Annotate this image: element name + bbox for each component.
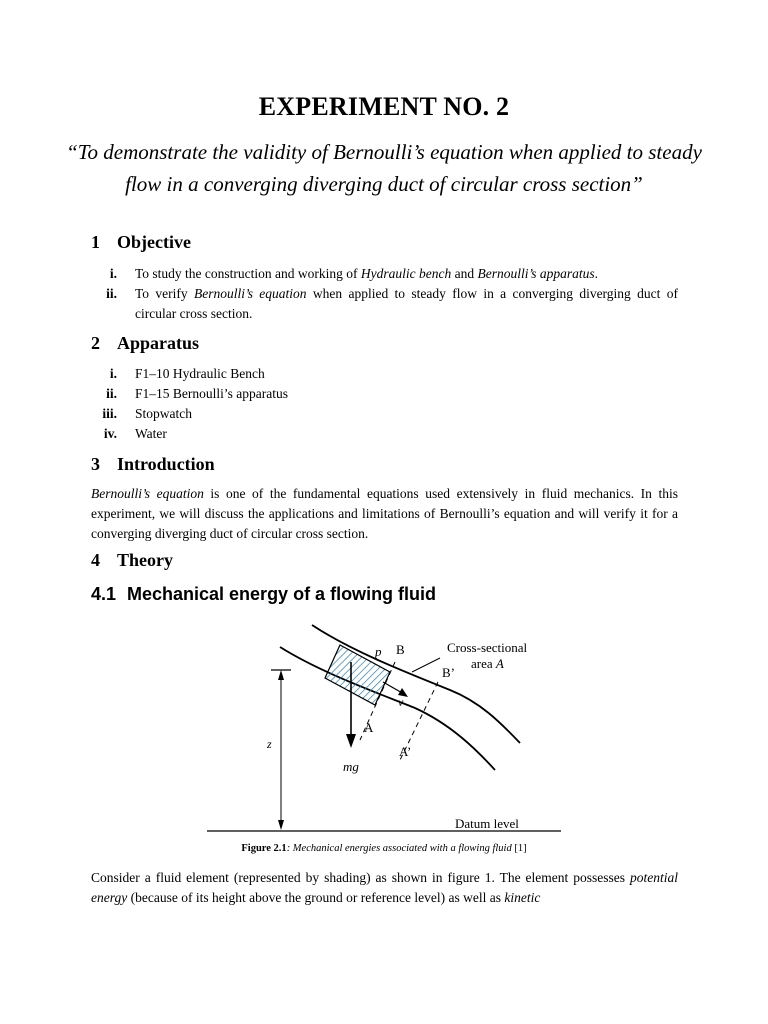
height-arrow-bottom	[278, 820, 284, 830]
heading-number: 4.1	[91, 584, 117, 604]
page-title: EXPERIMENT NO. 2	[258, 92, 510, 121]
heading-text: Mechanical energy of a flowing fluid	[127, 584, 437, 604]
heading-text: Apparatus	[117, 333, 200, 353]
height-arrow-top	[278, 670, 284, 680]
list-marker: ii.	[106, 286, 117, 301]
leader-line	[412, 658, 440, 672]
list-marker: i.	[109, 366, 117, 381]
list-marker: iii.	[102, 406, 117, 421]
heading-number: 1	[91, 232, 100, 252]
label-a: A	[364, 720, 374, 735]
heading-text: Objective	[117, 232, 191, 252]
heading-number: 4	[91, 550, 100, 570]
label-cross-1: Cross-sectional	[447, 640, 528, 655]
list-marker: ii.	[106, 386, 117, 401]
introduction-paragraph: Bernoulli’s equation is one of the fundamental equations used extensively in fluid mechanics. In this experiment, we will discuss the applications and limitations of Bernoulli’s equation and will verify it for a converging diverging duct of circular cross section.	[91, 486, 678, 541]
weight-arrowhead	[346, 734, 356, 748]
list-text: To study the construction and working of Hydraulic bench and Bernoulli’s apparatus.	[135, 266, 599, 281]
list-text: F1–15 Bernoulli’s apparatus	[135, 386, 288, 401]
heading-text: Theory	[117, 550, 173, 570]
consider-paragraph: Consider a fluid element (represented by shading) as shown in figure 1. The element possesses potential energy (because of its height above the ground or reference level) as well as kinetic	[91, 870, 678, 905]
label-datum: Datum level	[455, 816, 519, 831]
label-aprime: A’	[399, 744, 412, 759]
label-mg: mg	[343, 759, 359, 774]
label-cross-2: area A	[471, 656, 504, 671]
list-text: Water	[135, 426, 167, 441]
heading-number: 2	[91, 333, 100, 353]
page-subtitle: “To demonstrate the validity of Bernoulli’s equation when applied to steady flow in a converging diverging duct of circular cross section”	[66, 140, 702, 196]
label-bprime: B’	[442, 665, 455, 680]
figure-caption: Figure 2.1: Mechanical energies associated with a flowing fluid [1]	[241, 843, 527, 854]
list-marker: iv.	[103, 426, 117, 441]
label-b: B	[396, 642, 405, 657]
label-p: p	[375, 644, 382, 659]
duct-lower-wall	[280, 647, 495, 770]
heading-number: 3	[91, 454, 100, 474]
list-marker: i.	[109, 266, 117, 281]
heading-text: Introduction	[117, 454, 215, 474]
label-v: v	[398, 695, 404, 709]
list-text: To verify Bernoulli’s equation when applied to steady flow in a converging diverging duct of circular cross section.	[135, 286, 678, 321]
label-z: z	[267, 737, 272, 751]
list-text: Stopwatch	[135, 406, 192, 421]
list-text: F1–10 Hydraulic Bench	[135, 366, 265, 381]
